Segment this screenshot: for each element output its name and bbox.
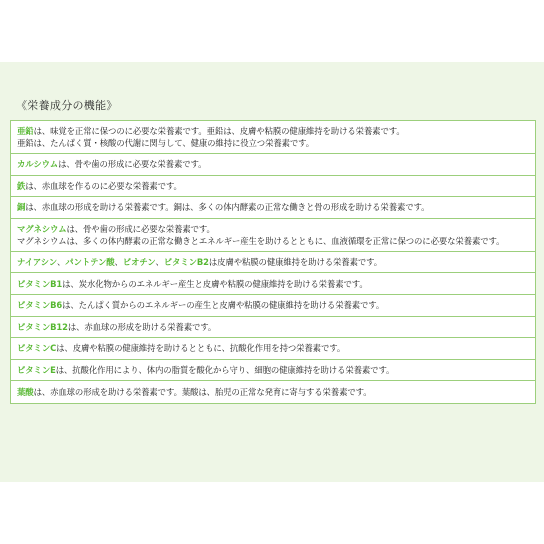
nutrient-name: カルシウム <box>17 159 59 170</box>
list-item <box>11 154 535 176</box>
nutrient-name: 亜鉛 <box>17 126 34 136</box>
nutrient-description: は、赤血球を作るのに必要な栄養素です。 <box>25 180 182 191</box>
nutrient-name: ビオチン <box>122 257 156 268</box>
list-item-line <box>17 364 529 376</box>
list-item-line <box>17 256 529 268</box>
nutrient-description: は、味覚を正常に保つのに必要な栄養素です。亜鉛は、皮膚や粘膜の健康維持を助ける栄養素です。 <box>33 126 405 136</box>
nutrient-description: 、 <box>155 257 164 268</box>
nutrient-description: は、骨や歯の形成に必要な栄養素です。 <box>58 159 207 170</box>
nutrient-name: ナイアシン <box>17 257 57 268</box>
nutrient-name: ビタミンB2 <box>163 257 209 268</box>
nutrient-description: は、炭水化物からのエネルギー産生と皮膚や粘膜の健康維持を助ける栄養素です。 <box>62 278 368 289</box>
nutrient-name: マグネシウム <box>17 223 67 234</box>
nutrient-name: 葉酸 <box>17 387 34 398</box>
list-item <box>11 381 535 403</box>
nutrient-description: は皮膚や粘膜の健康維持を助ける栄養素です。 <box>208 257 382 268</box>
list-item <box>11 176 535 198</box>
nutrient-function-list <box>10 120 536 404</box>
list-item <box>11 219 535 252</box>
nutrient-description: マグネシウムは、多くの体内酵素の正常な働きとエネルギー産生を助けるとともに、血液循環を正常に保つのに必要な栄養素です。 <box>17 235 505 246</box>
nutrient-description: は、抗酸化作用により、体内の脂質を酸化から守り、細胞の健康維持を助ける栄養素です。 <box>55 365 395 376</box>
list-item <box>11 295 535 317</box>
section-heading: 《栄養成分の機能》 <box>16 99 118 112</box>
nutrient-name: ビタミンB12 <box>17 321 68 332</box>
nutrient-name: ビタミンE <box>17 365 56 376</box>
list-item-line <box>17 137 529 149</box>
nutrient-name: パントテン酸 <box>65 257 115 268</box>
nutrient-description: は、たんぱく質からのエネルギーの産生と皮膚や粘膜の健康維持を助ける栄養素です。 <box>62 300 385 311</box>
nutrient-description: 、 <box>114 257 123 268</box>
nutrient-name: ビタミンB1 <box>17 278 63 289</box>
list-item <box>11 273 535 295</box>
list-item <box>11 252 535 274</box>
list-item <box>11 121 535 154</box>
nutrient-name: ビタミンC <box>17 343 57 354</box>
list-item-line <box>17 201 529 213</box>
nutrient-description: は、赤血球の形成を助ける栄養素です。葉酸は、胎児の正常な発育に寄与する栄養素です。 <box>33 387 372 398</box>
list-item-line <box>17 278 529 290</box>
list-item-line <box>17 180 529 192</box>
list-item-line <box>17 235 529 247</box>
nutrient-name: ビタミンB6 <box>17 300 63 311</box>
list-item <box>11 338 535 360</box>
nutrient-description: は、赤血球の形成を助ける栄養素です。銅は、多くの体内酵素の正常な働きと骨の形成を助ける栄養素です。 <box>25 202 430 213</box>
list-item <box>11 197 535 219</box>
nutrient-description: 、 <box>57 257 66 268</box>
list-item <box>11 360 535 382</box>
list-item-line <box>17 125 529 137</box>
list-item-line <box>17 299 529 311</box>
nutrient-description: は、骨や歯の形成に必要な栄養素です。 <box>66 223 215 234</box>
nutrient-description: は、赤血球の形成を助ける栄養素です。 <box>67 321 217 332</box>
list-item-line <box>17 321 529 333</box>
nutrient-name: 銅 <box>17 202 26 213</box>
nutrient-description: は、皮膚や粘膜の健康維持を助けるとともに、抗酸化作用を持つ栄養素です。 <box>56 343 346 354</box>
list-item-line <box>17 223 529 235</box>
list-item-line <box>17 386 529 398</box>
list-item <box>11 317 535 339</box>
list-item-line <box>17 158 529 170</box>
nutrient-name: 鉄 <box>17 180 26 191</box>
nutrient-description: 亜鉛は、たんぱく質・核酸の代謝に関与して、健康の維持に役立つ栄養素です。 <box>17 138 315 148</box>
list-item-line <box>17 342 529 354</box>
